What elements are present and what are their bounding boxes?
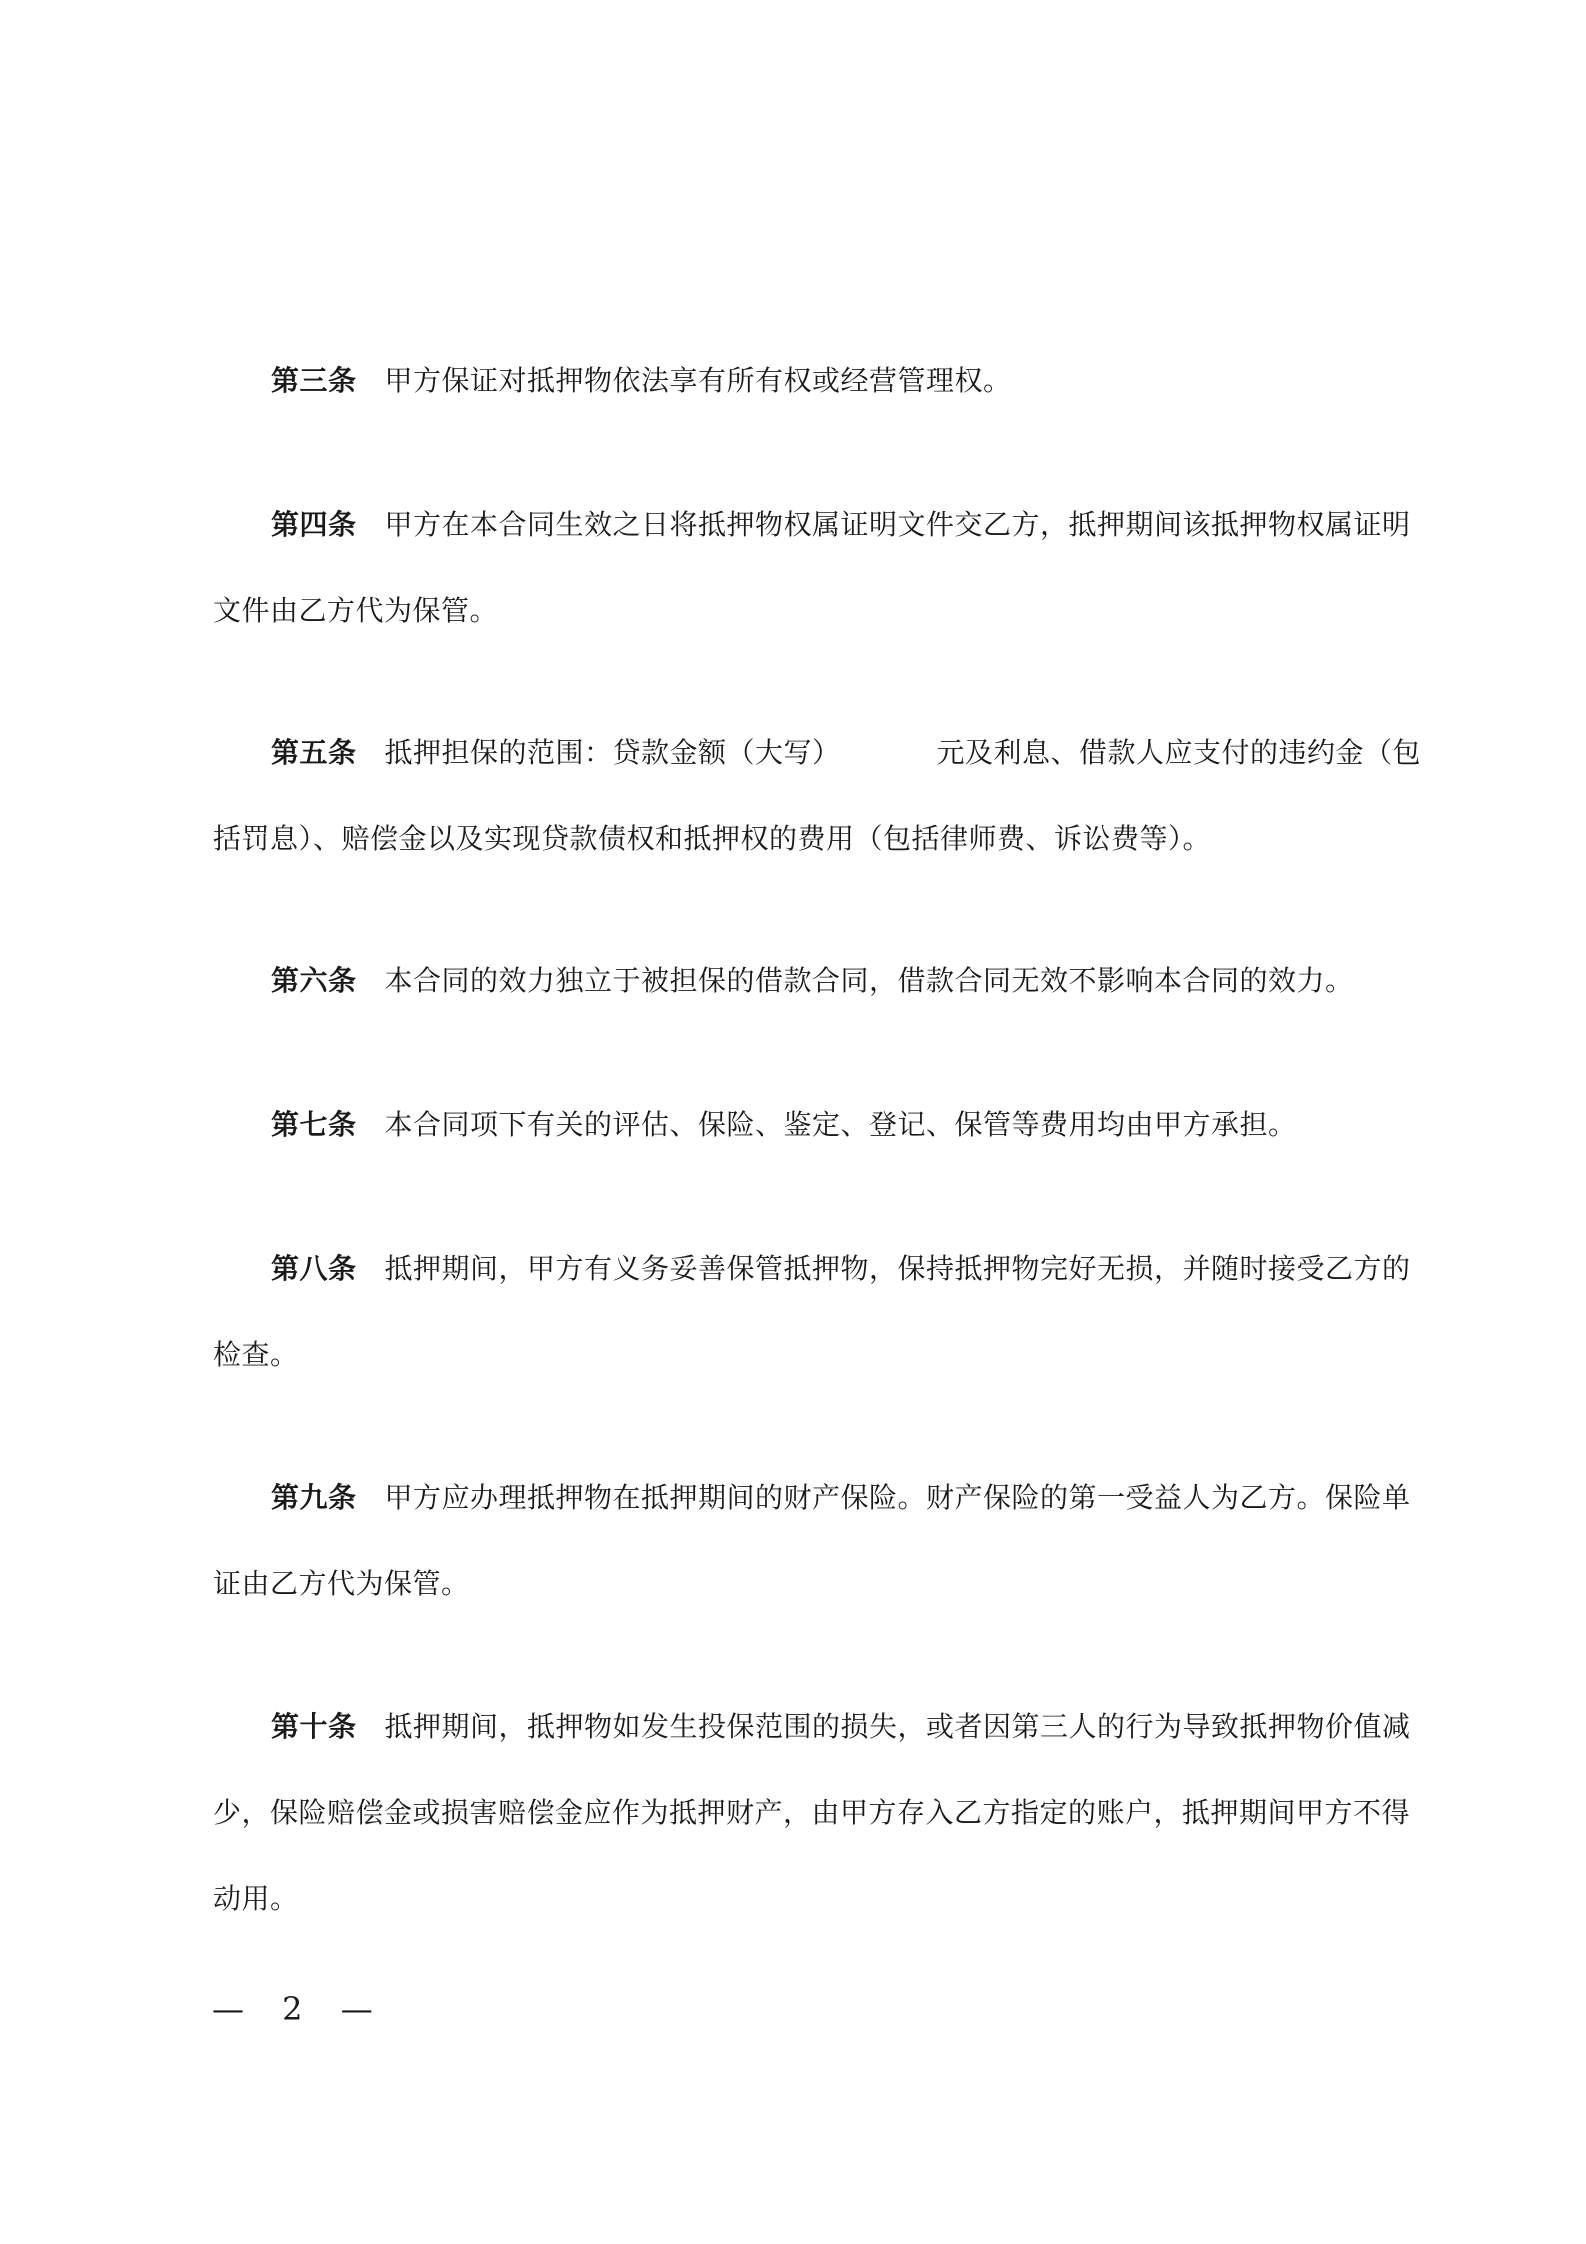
article-number: 第七条: [271, 1108, 357, 1141]
article-9: [213, 1455, 1411, 1627]
article-text-continued: 检查。: [213, 1338, 299, 1371]
article-text: 甲方在本合同生效之日将抵押物权属证明文件交乙方，抵押期间该抵押物权属证明: [384, 508, 1411, 541]
article-text: 本合同项下有关的评估、保险、鉴定、登记、保管等费用均由甲方承担。: [384, 1108, 1297, 1141]
article-text: 抵押期间，抵押物如发生投保范围的损失，或者因第三人的行为导致抵押物价值减: [384, 1710, 1411, 1743]
article-3: [213, 338, 1387, 424]
article-number: 第十条: [271, 1710, 357, 1743]
article-text: 甲方保证对抵押物依法享有所有权或经营管理权。: [384, 364, 1012, 397]
article-6: [213, 938, 1387, 1024]
page-number: — 2 —: [212, 1990, 387, 2028]
article-text-continued: 证由乙方代为保管。: [213, 1567, 470, 1600]
article-text-continued: 括罚息）、赔偿金以及实现贷款债权和抵押权的费用（包括律师费、诉讼费等）。: [213, 822, 1212, 855]
article-text: 元及利息、借款人应支付的违约金（包: [936, 736, 1422, 769]
article-text: 甲方应办理抵押物在抵押期间的财产保险。财产保险的第一受益人为乙方。保险单: [384, 1481, 1411, 1514]
article-10: [213, 1684, 1411, 1942]
article-5: [213, 710, 1422, 882]
article-number: 第四条: [271, 508, 357, 541]
article-text: 抵押担保的范围：贷款金额（大写）: [384, 736, 841, 769]
article-number: 第八条: [271, 1252, 357, 1285]
article-number: 第六条: [271, 964, 357, 997]
article-text-continued: 少，保险赔偿金或损害赔偿金应作为抵押财产，由甲方存入乙方指定的账户，抵押期间甲方不得: [213, 1796, 1411, 1829]
article-number: 第九条: [271, 1481, 357, 1514]
article-text-continued: 动用。: [213, 1882, 299, 1915]
article-text: 本合同的效力独立于被担保的借款合同，借款合同无效不影响本合同的效力。: [384, 964, 1354, 997]
article-7: [213, 1082, 1387, 1168]
article-text-continued: 文件由乙方代为保管。: [213, 594, 499, 627]
article-number: 第三条: [271, 364, 357, 397]
article-8: [213, 1226, 1411, 1398]
article-4: [213, 482, 1411, 654]
article-number: 第五条: [271, 736, 357, 769]
article-text: 抵押期间，甲方有义务妥善保管抵押物，保持抵押物完好无损，并随时接受乙方的: [384, 1252, 1411, 1285]
